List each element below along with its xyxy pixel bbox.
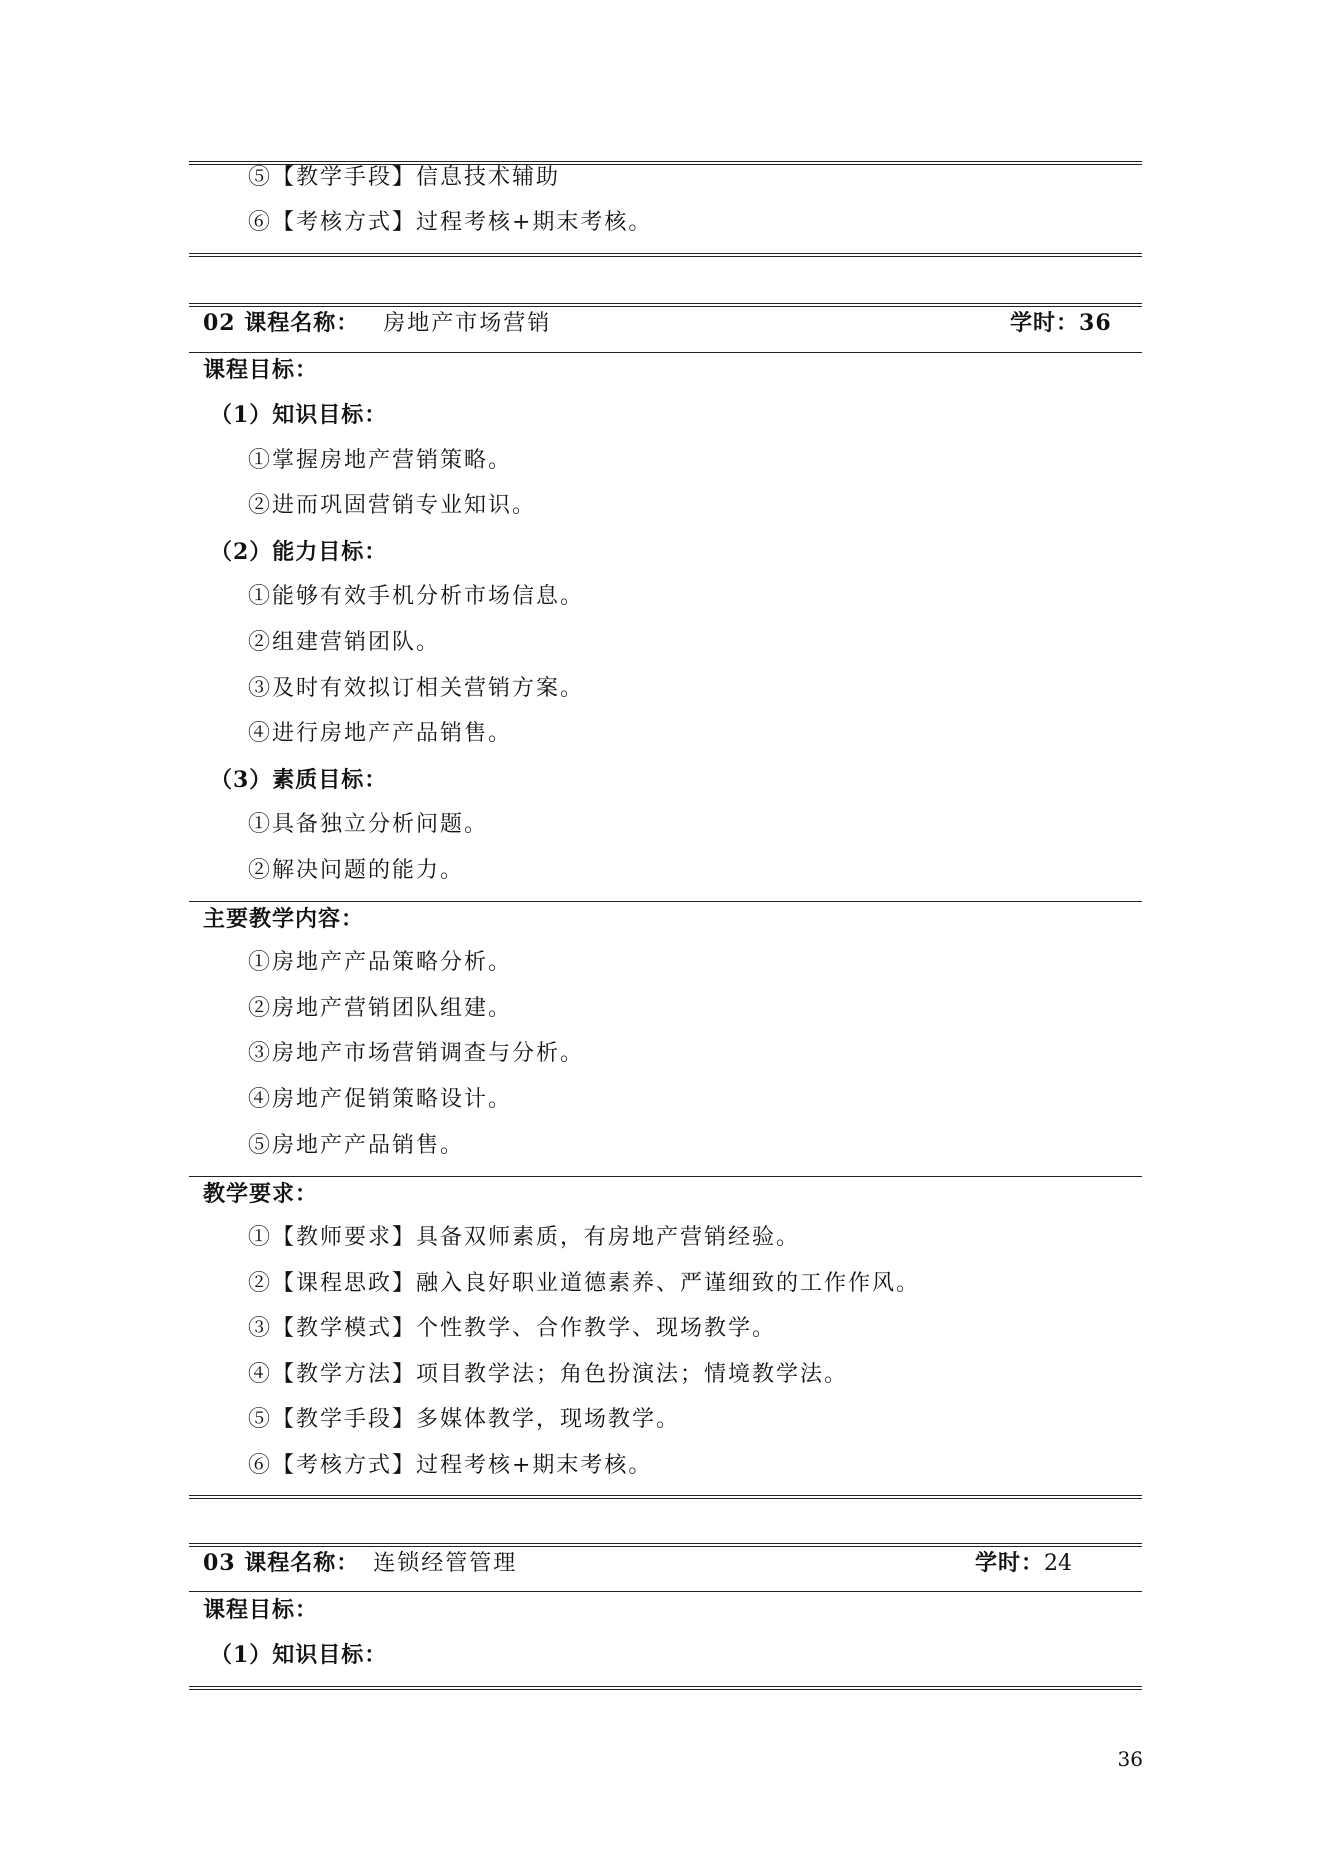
list-item: ①掌握房地产营销策略。 [248, 448, 513, 473]
rule-top [189, 1543, 1142, 1547]
list-item: ②解决问题的能力。 [248, 858, 465, 883]
list-item: ⑤房地产产品销售。 [248, 1133, 465, 1158]
hours-value: 24 [1044, 1551, 1073, 1576]
list-item: ④进行房地产产品销售。 [248, 721, 513, 746]
list-item: ①能够有效手机分析市场信息。 [248, 584, 585, 609]
list-item: ①房地产产品策略分析。 [248, 950, 513, 975]
hours-label: 学时： [1010, 310, 1080, 336]
divider [189, 1176, 1142, 1177]
list-item: ③及时有效拟订相关营销方案。 [248, 676, 585, 701]
subsection-heading: （1）知识目标： [210, 1642, 388, 1668]
page-number: 36 [1117, 1747, 1143, 1771]
list-item: ④【教学方法】项目教学法；角色扮演法；情境教学法。 [248, 1362, 849, 1387]
subsection-heading: （3）素质目标： [210, 767, 388, 793]
list-item: ②房地产营销团队组建。 [248, 996, 513, 1021]
course-name: 连锁经管管理 [373, 1551, 518, 1576]
course-02-hours [1010, 308, 1112, 339]
hours-label: 学时： [975, 1550, 1045, 1576]
divider [189, 1591, 1142, 1592]
rule-top [189, 303, 1142, 307]
section-heading: 课程目标： [203, 357, 319, 383]
list-item: ③【教学模式】个性教学、合作教学、现场教学。 [248, 1316, 777, 1341]
divider [189, 352, 1142, 353]
hours-value: 36 [1079, 310, 1112, 336]
subsection-heading: （2）能力目标： [210, 539, 388, 565]
divider [189, 901, 1142, 902]
course-name-label: 03 课程名称： [203, 1550, 360, 1576]
course-03-header [203, 1548, 517, 1579]
course-02-header [203, 308, 551, 339]
list-item: ⑤【教学手段】信息技术辅助 [248, 165, 561, 190]
section-heading: 课程目标： [203, 1597, 319, 1623]
course-name-label: 02 课程名称： [203, 310, 360, 336]
rule-bottom [189, 253, 1142, 257]
section-heading: 教学要求： [203, 1181, 319, 1207]
list-item: ①【教师要求】具备双师素质，有房地产营销经验。 [248, 1225, 801, 1250]
section-heading: 主要教学内容： [203, 906, 365, 932]
list-item: ②进而巩固营销专业知识。 [248, 493, 537, 518]
rule-bottom [189, 1686, 1142, 1690]
list-item: ①具备独立分析问题。 [248, 812, 489, 837]
course-03-hours [975, 1548, 1072, 1579]
list-item: ⑥【考核方式】过程考核+期末考核。 [248, 1453, 653, 1478]
list-item: ②组建营销团队。 [248, 630, 441, 655]
list-item: ③房地产市场营销调查与分析。 [248, 1041, 585, 1066]
list-item: ④房地产促销策略设计。 [248, 1087, 513, 1112]
list-item: ②【课程思政】融入良好职业道德素养、严谨细致的工作作风。 [248, 1271, 921, 1296]
list-item: ⑤【教学手段】多媒体教学，现场教学。 [248, 1407, 681, 1432]
list-item: ⑥【考核方式】过程考核+期末考核。 [248, 210, 653, 235]
course-name: 房地产市场营销 [383, 311, 552, 336]
rule-bottom [189, 1495, 1142, 1499]
subsection-heading: （1）知识目标： [210, 402, 388, 428]
